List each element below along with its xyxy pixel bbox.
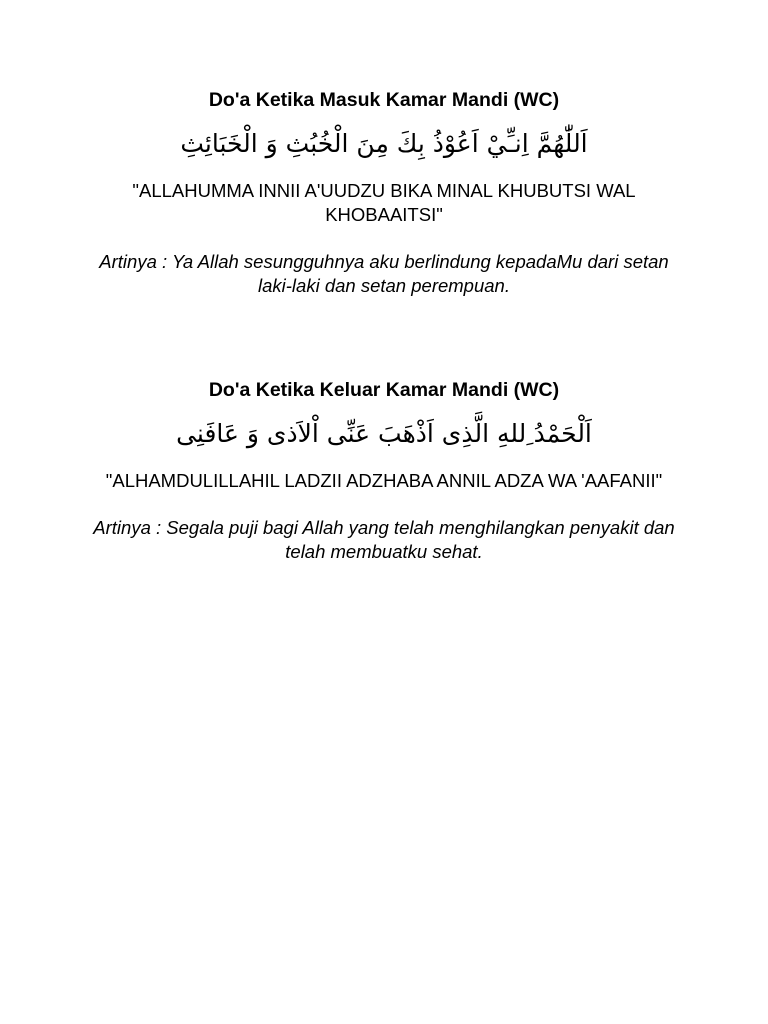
section-title: Do'a Ketika Keluar Kamar Mandi (WC)	[208, 379, 560, 401]
prayer-section-leaving	[84, 376, 684, 564]
meaning-text: Artinya : Ya Allah sesungguhnya aku berlindung kepadaMu dari setan laki-laki dan setan perempuan.	[99, 251, 669, 296]
meaning-text: Artinya : Segala puji bagi Allah yang telah menghilangkan penyakit dan telah membuatku sehat.	[93, 517, 675, 562]
prayer-section-entering	[84, 86, 684, 298]
transliteration-text: "ALHAMDULILLAHIL LADZII ADZHABA ANNIL ADZA WA 'AAFANII"	[105, 470, 663, 491]
arabic-prayer-text: اَللّٰهُمَّ اِنـِّيْ اَعُوْذُ بِكَ مِنَ الْخُبُثِ وَ الْخَبَائِثِ	[180, 129, 588, 158]
transliteration-text: "ALLAHUMMA INNII A'UUDZU BIKA MINAL KHUBUTSI WAL KHOBAAITSI"	[132, 180, 636, 225]
arabic-prayer-text: اَلْحَمْدُ ِللهِ الَّذِى اَذْهَبَ عَنِّى اْلاَذى وَ عَافَنِى	[176, 419, 592, 448]
section-title: Do'a Ketika Masuk Kamar Mandi (WC)	[208, 89, 560, 111]
